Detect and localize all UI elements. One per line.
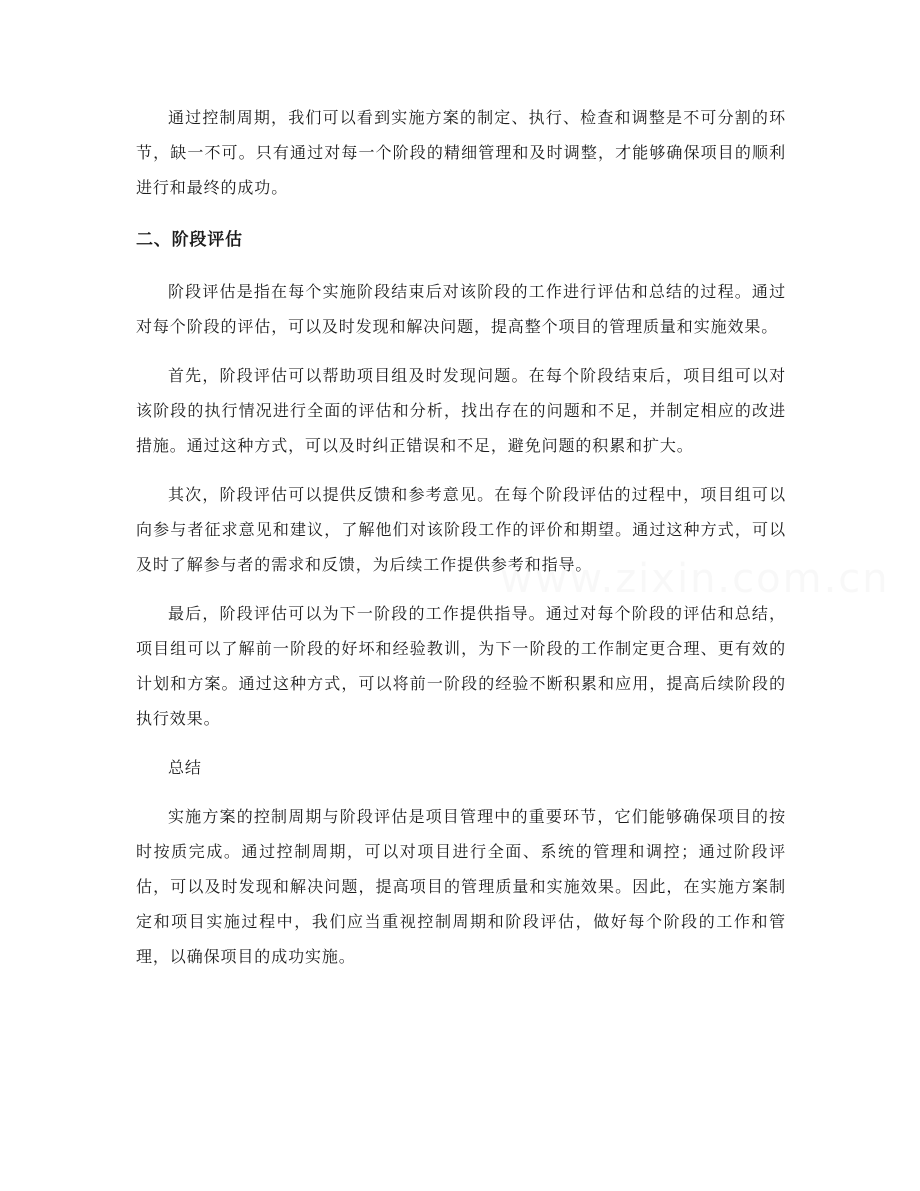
paragraph-definition: 阶段评估是指在每个实施阶段结束后对该阶段的工作进行评估和总结的过程。通过对每个阶段的评估，可以及时发现和解决问题，提高整个项目的管理质量和实施效果。 [136, 282, 786, 336]
section-heading: 二、阶段评估 [136, 230, 243, 250]
paragraph-last-point: 最后，阶段评估可以为下一阶段的工作提供指导。通过对每个阶段的评估和总结，项目组可以了解前一阶段的好坏和经验教训，为下一阶段的工作制定更合理、更有效的计划和方案。通过这种方式，可以将前一阶段的经验不断积累和应用，提高后续阶段的执行效果。 [136, 604, 786, 728]
intro-paragraph: 通过控制周期，我们可以看到实施方案的制定、执行、检查和调整是不可分割的环节，缺一不可。只有通过对每一个阶段的精细管理和及时调整，才能够确保项目的顺利进行和最终的成功。 [136, 108, 786, 197]
document-page [136, 100, 786, 988]
paragraph-second-point: 其次，阶段评估可以提供反馈和参考意见。在每个阶段评估的过程中，项目组可以向参与者征求意见和建议，了解他们对该阶段工作的评价和期望。通过这种方式，可以及时了解参与者的需求和反馈，为后续工作提供参考和指导。 [136, 485, 786, 574]
watermark: www.zixin.com.cn [500, 556, 890, 602]
paragraph-first-point: 首先，阶段评估可以帮助项目组及时发现问题。在每个阶段结束后，项目组可以对该阶段的执行情况进行全面的评估和分析，找出存在的问题和不足，并制定相应的改进措施。通过这种方式，可以及时纠正错误和不足，避免问题的积累和扩大。 [136, 366, 786, 455]
summary-paragraph: 实施方案的控制周期与阶段评估是项目管理中的重要环节，它们能够确保项目的按时按质完成。通过控制周期，可以对项目进行全面、系统的管理和调控；通过阶段评估，可以及时发现和解决问题，提高项目的管理质量和实施效果。因此，在实施方案制定和项目实施过程中，我们应当重视控制周期和阶段评估，做好每个阶段的工作和管理，以确保项目的成功实施。 [136, 807, 786, 966]
summary-label: 总结 [168, 758, 202, 777]
